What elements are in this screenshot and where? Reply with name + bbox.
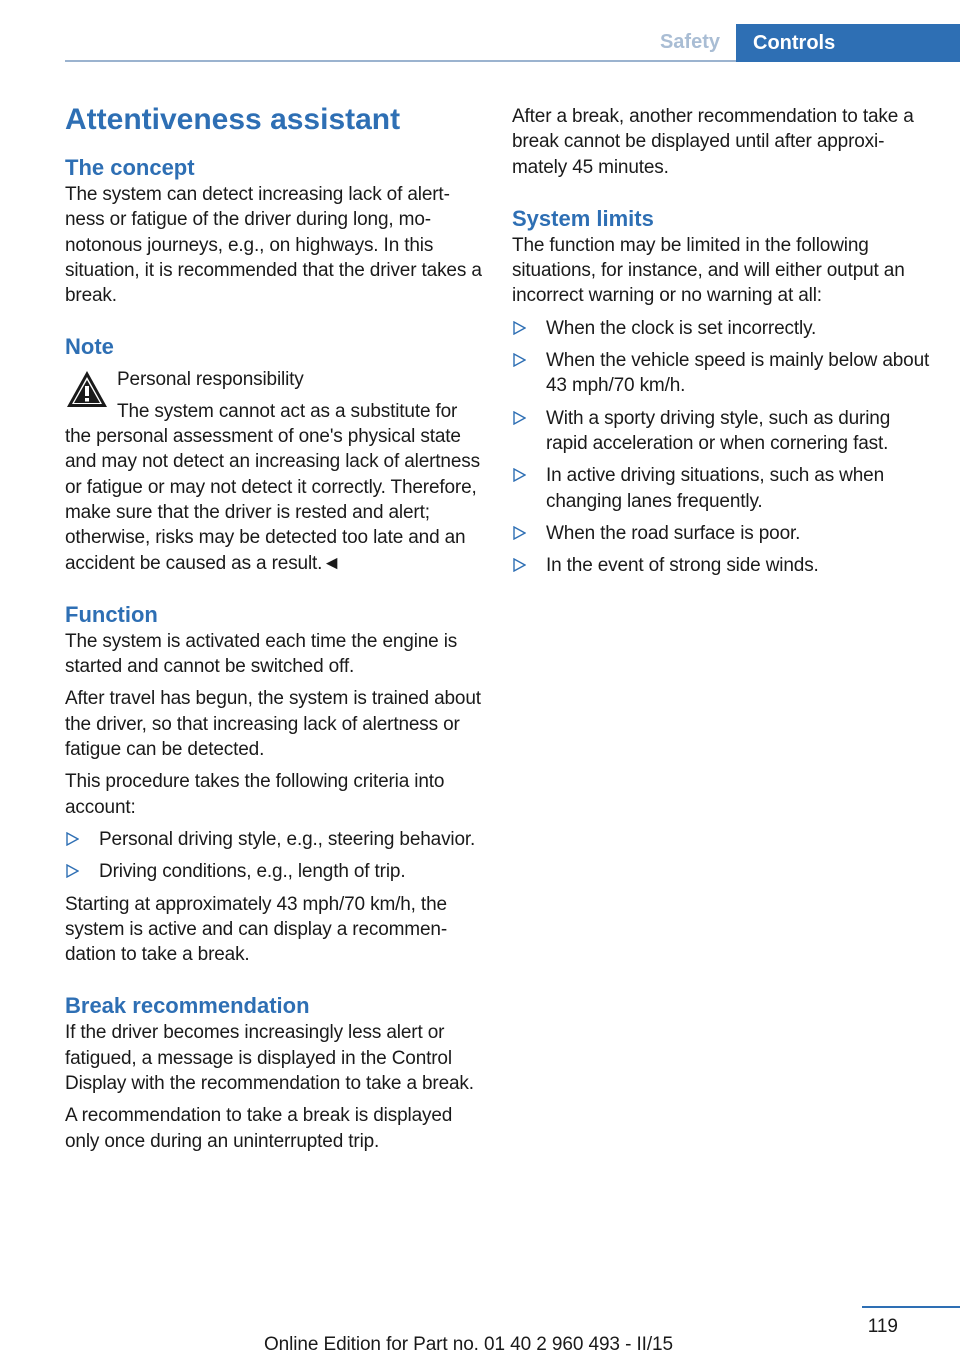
tab-controls[interactable]: Controls: [736, 24, 960, 62]
function-text-4: Starting at approximately 43 mph/70 km/h, the system is active and can display a recommendation to take a break.: [65, 893, 448, 966]
page-title: Attentiveness assistant: [65, 103, 401, 136]
warning-triangle-icon: [65, 369, 109, 409]
function-heading: Function: [65, 601, 158, 627]
tab-safety[interactable]: Safety: [659, 30, 720, 53]
triangle-bullet-icon: [512, 526, 526, 540]
list-item: Driving conditions, e.g., length of trip.: [65, 859, 483, 884]
criteria-list: [65, 827, 483, 885]
after-break-text: After a break, another recommendation to take a break cannot be displayed until after approximately 45 minutes.: [512, 106, 914, 178]
break-text-1: If the driver becomes increasingly less alert or fatigued, a message is displayed in the Control Display with the recommendation to take a break.: [65, 1022, 474, 1095]
list-item: With a sporty driving style, such as during rapid acceleration or when cornering fast.: [512, 406, 930, 457]
note-block: [65, 367, 483, 575]
list-item: In the event of strong side winds.: [512, 553, 930, 578]
concept-heading: The concept: [65, 155, 195, 180]
triangle-bullet-icon: [512, 411, 526, 425]
list-item: When the road surface is poor.: [512, 521, 930, 546]
note-heading: Note: [65, 334, 114, 360]
right-column: [512, 104, 930, 585]
concept-text: The system can detect increasing lack of alertness or fatigue of the driver during long, monotonous journeys, e.g., on highways. In this situation, it is recommended that the driver takes a break.: [65, 184, 482, 307]
function-text-3: This procedure takes the following criteria into account:: [65, 771, 445, 818]
break-text-2: A recommendation to take a break is displayed only once during an uninterrupted trip.: [65, 1105, 453, 1152]
triangle-bullet-icon: [65, 832, 79, 846]
triangle-bullet-icon: [512, 353, 526, 367]
footer-rule: [862, 1306, 960, 1308]
triangle-bullet-icon: [65, 864, 79, 878]
list-item: Personal driving style, e.g., steering behavior.: [65, 827, 483, 852]
list-item: In active driving situations, such as when changing lanes frequently.: [512, 463, 930, 514]
break-heading: Break recommendation: [65, 993, 310, 1019]
triangle-bullet-icon: [512, 321, 526, 335]
triangle-bullet-icon: [512, 468, 526, 482]
list-item: When the clock is set incorrectly.: [512, 316, 930, 341]
triangle-bullet-icon: [512, 558, 526, 572]
function-text-1: The system is activated each time the engine is started and cannot be switched off.: [65, 630, 458, 678]
list-item: When the vehicle speed is mainly below about 43 mph/70 km/h.: [512, 348, 930, 399]
left-column: [65, 100, 483, 1161]
limits-intro: The function may be limited in the following situations, for instance, and will either output an incorrect warning or no warning at all:: [512, 234, 905, 307]
edition-footer: Online Edition for Part no. 01 40 2 960 493 - II/15: [264, 1334, 673, 1355]
page-number: 119: [867, 1316, 898, 1337]
limits-heading: System limits: [512, 205, 654, 231]
function-text-2: After travel has begun, the system is trained about the driver, so that increasing lack of alertness or fatigue can be detected.: [65, 688, 481, 761]
note-text: The system cannot act as a substitute for the personal assessment of one's physical state and may not detect an increasing lack of alertness or fatigue or may not detect it correctly. Therefore, make sure that the driver is rested and alert; otherwise, risks may be detected too late and an accident be caused as a result.◄: [65, 400, 480, 574]
limits-list: [512, 316, 930, 579]
note-lead: Personal responsibility: [117, 369, 304, 391]
